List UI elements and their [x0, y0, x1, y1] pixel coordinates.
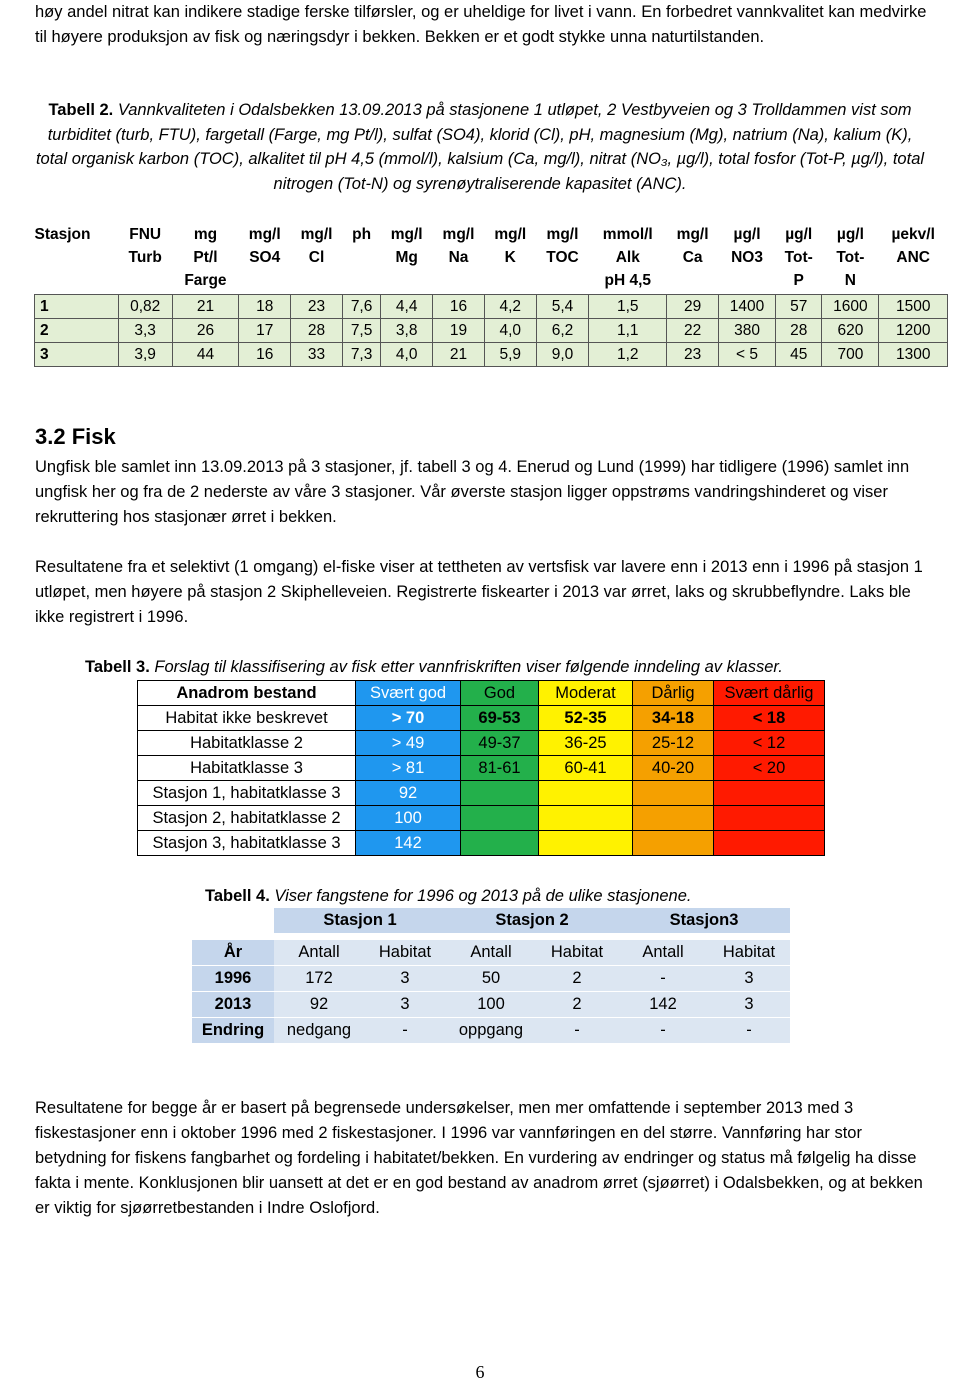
table3-caption-label: Tabell 3.: [85, 658, 150, 676]
table3-cell: Stasjon 1, habitatklasse 3: [138, 781, 356, 806]
table4-cell: -: [618, 966, 708, 992]
table2-cell: 4,0: [484, 319, 536, 343]
table-row: [138, 831, 825, 856]
table2-cell: 19: [433, 319, 485, 343]
fish-classification-table: [137, 680, 825, 856]
intro-paragraph: høy andel nitrat kan indikere stadige ferske tilførsler, og er uheldige for livet i vann. En forbedret vannkvalitet kan medvirke til høyere produksjon av fisk og næringsdyr i bekken. Bekken er et godt stykke unna naturtilstanden.: [35, 3, 927, 46]
table3-cell: 142: [356, 831, 461, 856]
table2-cell: 23: [667, 343, 719, 367]
table2-cell: 28: [291, 319, 343, 343]
table2-header-cell: mg/l Ca: [676, 226, 709, 266]
table-row: [138, 781, 825, 806]
table4-subheader-cell: Antall: [446, 940, 536, 966]
table4-subheader-row: [192, 940, 790, 966]
table2-header-cell: mg Pt/l Farge: [184, 226, 227, 289]
table4-subheader-cell: År: [192, 940, 274, 966]
table3-cell: < 12: [714, 731, 825, 756]
table2-cell: 3,3: [118, 319, 172, 343]
station-number: 1: [35, 295, 119, 319]
table4-subheader-cell: Antall: [274, 940, 364, 966]
table2-header-cell: Stasjon: [34, 226, 91, 243]
table2-caption: [30, 98, 930, 196]
table-row: [138, 806, 825, 831]
table3-cell: > 70: [356, 706, 461, 731]
table2-cell: 23: [291, 295, 343, 319]
table2-cell: 9,0: [536, 343, 589, 367]
table4-cell: 2: [536, 992, 618, 1018]
table-row: [138, 756, 825, 781]
table4-subheader-cell: Habitat: [708, 940, 790, 966]
table2-header-cell: mg/l Cl: [300, 226, 333, 266]
table2-cell: < 5: [719, 343, 776, 367]
table4-cell: nedgang: [274, 1018, 364, 1044]
table2-cell: 380: [719, 319, 776, 343]
table4-cell: 100: [446, 992, 536, 1018]
table3-cell: > 81: [356, 756, 461, 781]
table2-cell: 7,6: [342, 295, 380, 319]
table-row: [35, 343, 948, 367]
table2-header-cell: mg/l K: [494, 226, 527, 266]
table3-cell: 25-12: [633, 731, 714, 756]
table2-caption-text: Vannkvaliteten i Odalsbekken 13.09.2013 på stasjonene 1 utløpet, 2 Vestbyveien og 3 Trolldammen vist som turbiditet (turb, FTU), fargetall (Farge, mg Pt/l), sulfat (SO4), klorid (Cl), pH, magnesium (Mg), natrium (Na), kalium (K), total organisk karbon (TOC), alkalitet til pH 4,5 (mmol/l), kalsium (Ca, mg/l), nitrat (NO₃, µg/l), total fosfor (Tot-P, µg/l), total nitrogen (Tot-N) og syrenøytraliserende kapasitet (ANC).: [35, 101, 925, 193]
table2-header-cell: mg/l Na: [442, 226, 475, 266]
table2-header-cell: µg/l Tot- N: [836, 226, 865, 289]
table3-header-cell: Svært god: [356, 681, 461, 706]
table2-cell: 1300: [879, 343, 948, 367]
table2-cell: 7,3: [342, 343, 380, 367]
table2-cell: 1600: [822, 295, 879, 319]
table4-station-header: Stasjon 1: [274, 908, 446, 934]
table2-cell: 5,9: [484, 343, 536, 367]
table3-cell: > 49: [356, 731, 461, 756]
table4-cell: 3: [364, 966, 446, 992]
table4-cell: 142: [618, 992, 708, 1018]
table2-cell: 28: [776, 319, 822, 343]
table4-station-header: Stasjon3: [618, 908, 790, 934]
table2-cell: 18: [239, 295, 291, 319]
table2-cell: 3,8: [381, 319, 433, 343]
table2-header-cell: µekv/l ANC: [891, 226, 935, 266]
catch-table: [192, 908, 790, 1044]
table4-cell: -: [708, 1018, 790, 1044]
table4-cell: 2013: [192, 992, 274, 1018]
table3-cell: < 18: [714, 706, 825, 731]
table2-cell: 620: [822, 319, 879, 343]
table2-header-cell: ph: [352, 226, 372, 243]
table2-cell: 5,4: [536, 295, 589, 319]
table3-cell: 100: [356, 806, 461, 831]
table3-caption-text: Forslag til klassifisering av fisk etter vannfriskriften viser følgende inndeling av klasser.: [149, 658, 783, 676]
table4-caption-text: Viser fangstene for 1996 og 2013 på de ulike stasjonene.: [269, 887, 692, 905]
table3-header-cell: Svært dårlig: [714, 681, 825, 706]
table4-subheader-cell: Antall: [618, 940, 708, 966]
table4-cell: 50: [446, 966, 536, 992]
table2-header-cell: µg/l Tot- P: [784, 226, 813, 289]
table2-cell: 22: [667, 319, 719, 343]
table2-cell: 1,5: [589, 295, 667, 319]
table2-cell: 1,2: [589, 343, 667, 367]
table3-cell: Habitatklasse 2: [138, 731, 356, 756]
station-number: 2: [35, 319, 119, 343]
table4-cell: -: [618, 1018, 708, 1044]
table4-cell: 172: [274, 966, 364, 992]
table4-station-row: [192, 908, 790, 934]
table4-cell: 3: [364, 992, 446, 1018]
table4-cell: 2: [536, 966, 618, 992]
table4-cell: Endring: [192, 1018, 274, 1044]
table3-cell: Habitatklasse 3: [138, 756, 356, 781]
table2-cell: 1,1: [589, 319, 667, 343]
table3-header-cell: Dårlig: [633, 681, 714, 706]
table-row: [138, 731, 825, 756]
section-paragraph-1: Ungfisk ble samlet inn 13.09.2013 på 3 stasjoner, jf. tabell 3 og 4. Enerud og Lund (1999) har tidligere (1996) samlet inn ungfisk her og fra de 2 nederste av våre 3 stasjoner. Vår øverste stasjon ligger oppstrøms vandringshinderet og viser rekruttering hos stasjonær ørret i bekken.: [35, 458, 910, 526]
table2-cell: 1500: [879, 295, 948, 319]
water-quality-table: [34, 221, 948, 367]
table3-cell: 92: [356, 781, 461, 806]
table-row: [192, 1018, 790, 1044]
table2-cell: 700: [822, 343, 879, 367]
table2-cell: 44: [172, 343, 239, 367]
table2-cell: 17: [239, 319, 291, 343]
table2-cell: 33: [291, 343, 343, 367]
table-row: [35, 319, 948, 343]
table2-cell: 21: [433, 343, 485, 367]
table4-cell: -: [364, 1018, 446, 1044]
table3-header-cell: Anadrom bestand: [138, 681, 356, 706]
table-row: [192, 992, 790, 1018]
table2-cell: 1400: [719, 295, 776, 319]
table3-header-cell: God: [461, 681, 539, 706]
table4-cell: 1996: [192, 966, 274, 992]
table2-cell: 4,2: [484, 295, 536, 319]
table4-caption: [205, 884, 905, 909]
table2-header-cell: FNU Turb: [128, 226, 162, 266]
table2-header-cell: mg/l TOC: [546, 226, 579, 266]
table2-header-row: [35, 221, 948, 295]
table2-header-cell: µg/l NO3: [731, 226, 763, 266]
table2-cell: 0,82: [118, 295, 172, 319]
table4-cell: oppgang: [446, 1018, 536, 1044]
station-number: 3: [35, 343, 119, 367]
table4-subheader-cell: Habitat: [536, 940, 618, 966]
table-row: [192, 966, 790, 992]
table2-cell: 16: [433, 295, 485, 319]
table3-cell: 40-20: [633, 756, 714, 781]
table3-cell: < 20: [714, 756, 825, 781]
section-paragraph-2: Resultatene fra et selektivt (1 omgang) el-fiske viser at tettheten av vertsfisk var lavere enn i 2013 enn i 1996 på stasjon 1 utløpet, men høyere på stasjon 2 Skiphelleveien. Registrerte fiskearter i 2013 var ørret, laks og skrubbeflyndre. Laks ble ikke registrert i 1996.: [35, 558, 923, 626]
page-number: 6: [475, 1362, 485, 1382]
table3-cell: 69-53: [461, 706, 539, 731]
table4-cell: 92: [274, 992, 364, 1018]
table2-cell: 57: [776, 295, 822, 319]
table4-cell: 3: [708, 992, 790, 1018]
table-row: [138, 706, 825, 731]
table2-header-cell: mmol/l Alk pH 4,5: [602, 226, 653, 289]
table2-header-cell: mg/l SO4: [248, 226, 281, 266]
table4-cell: -: [536, 1018, 618, 1044]
table4-subheader-cell: Habitat: [364, 940, 446, 966]
table2-cell: 26: [172, 319, 239, 343]
table4-cell: 3: [708, 966, 790, 992]
table4-station-header: Stasjon 2: [446, 908, 618, 934]
table3-cell: 36-25: [539, 731, 633, 756]
table2-cell: 16: [239, 343, 291, 367]
table3-header-row: [138, 681, 825, 706]
table3-cell: 52-35: [539, 706, 633, 731]
table3-cell: Habitat ikke beskrevet: [138, 706, 356, 731]
table3-cell: Stasjon 3, habitatklasse 3: [138, 831, 356, 856]
table4-caption-label: Tabell 4.: [205, 887, 270, 905]
table3-cell: Stasjon 2, habitatklasse 2: [138, 806, 356, 831]
closing-paragraph: Resultatene for begge år er basert på begrensede undersøkelser, men mer omfattende i september 2013 med 3 fiskestasjoner enn i oktober 1996 med 2 fiskestasjoner. I 1996 var vannføringen en del større. Vannføring har stor betydning for fiskens fangbarhet og fordeling i habitatet/bekken. En vurdering av endringer og status må følgelig ha disse fakta i mente. Konklusjonen blir uansett at det er en god bestand av anadrom ørret (sjøørret) i Odalsbekken, og at bekken er viktig for sjøørretbestanden i Indre Oslofjord.: [35, 1099, 923, 1217]
table2-caption-label: Tabell 2.: [48, 101, 114, 119]
section-heading: 3.2 Fisk: [35, 424, 116, 449]
table-row: [35, 295, 948, 319]
table3-cell: 81-61: [461, 756, 539, 781]
table2-header-cell: mg/l Mg: [390, 226, 423, 266]
table2-cell: 21: [172, 295, 239, 319]
table3-cell: 49-37: [461, 731, 539, 756]
table2-cell: 4,0: [381, 343, 433, 367]
table2-cell: 3,9: [118, 343, 172, 367]
table3-cell: 60-41: [539, 756, 633, 781]
table2-cell: 4,4: [381, 295, 433, 319]
table2-cell: 6,2: [536, 319, 589, 343]
table3-cell: 34-18: [633, 706, 714, 731]
table2-cell: 45: [776, 343, 822, 367]
table2-cell: 1200: [879, 319, 948, 343]
table2-cell: 29: [667, 295, 719, 319]
table3-caption: [85, 655, 885, 680]
table3-header-cell: Moderat: [539, 681, 633, 706]
table2-cell: 7,5: [342, 319, 380, 343]
